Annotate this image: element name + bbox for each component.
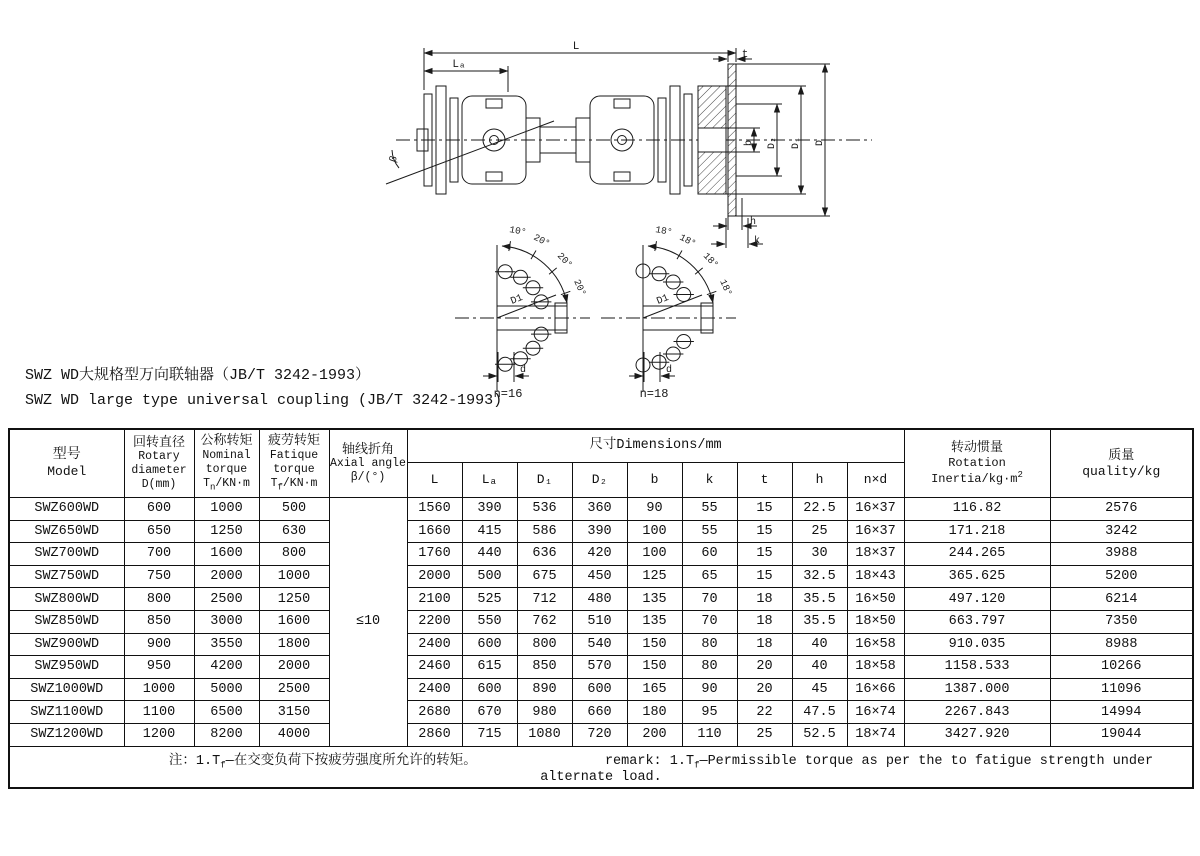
dimension-cell: 800 — [517, 633, 572, 656]
dimension-cell: 52.5 — [792, 723, 847, 746]
dimension-cell: 2200 — [407, 610, 462, 633]
dimension-cell: 720 — [572, 723, 627, 746]
dimension-cell: 18 — [737, 610, 792, 633]
dimension-cell: 125 — [627, 565, 682, 588]
nominal-header-unit: $T_n/KN\cdot m$ — [203, 477, 250, 493]
inertia-header-cn: 转动惯量 — [951, 439, 1004, 455]
dimension-cell: 500 — [462, 565, 517, 588]
dimension-cell: 95 — [682, 701, 737, 724]
model-cell: SWZ850WD — [9, 610, 124, 633]
fatigue-torque-cell: 2000 — [259, 656, 329, 679]
dim-label-h: h — [750, 217, 757, 228]
inertia-cell: 171.218 — [904, 520, 1050, 543]
dimension-cell: 415 — [462, 520, 517, 543]
dimension-cell: 25 — [792, 520, 847, 543]
dimension-cell: 510 — [572, 610, 627, 633]
hole-dia-label: d — [666, 365, 673, 376]
dimension-cell: 715 — [462, 723, 517, 746]
rotary-diameter-cell: 850 — [124, 610, 194, 633]
model-header-en: Model — [47, 464, 87, 480]
hole-count-label: n=18 — [639, 387, 669, 401]
nominal-torque-cell: 3000 — [194, 610, 259, 633]
dimension-cell: 135 — [627, 610, 682, 633]
dimension-cell: 90 — [627, 498, 682, 521]
rotary-diameter-cell: 950 — [124, 656, 194, 679]
inertia-cell: 910.035 — [904, 633, 1050, 656]
dimension-cell: 2400 — [407, 633, 462, 656]
dimension-cell: 32.5 — [792, 565, 847, 588]
dimension-cell: 110 — [682, 723, 737, 746]
note-cn: 注：$1.T_f—$在交变负荷下按疲劳强度所允许的转矩。 — [168, 753, 477, 771]
dim-label-k: k — [754, 236, 761, 247]
col-header-axial-angle — [329, 429, 407, 498]
dimension-cell: 2000 — [407, 565, 462, 588]
dimension-cell: 850 — [517, 656, 572, 679]
dimension-cell: 600 — [462, 678, 517, 701]
spec-table-head — [9, 429, 1193, 498]
fatigue-torque-cell: 1600 — [259, 610, 329, 633]
fatigue-torque-cell: 800 — [259, 543, 329, 566]
col-header-model — [9, 429, 124, 498]
model-cell: SWZ1000WD — [9, 678, 124, 701]
dim-label-t: t — [741, 49, 749, 61]
note-cell — [9, 746, 1193, 788]
bolt-circle-label: D1 — [655, 293, 671, 308]
mass-cell: 10266 — [1050, 656, 1193, 679]
dimension-cell: 390 — [572, 520, 627, 543]
fatigue-torque-cell: 2500 — [259, 678, 329, 701]
dimension-cell: 18×74 — [847, 723, 904, 746]
inertia-cell: 365.625 — [904, 565, 1050, 588]
model-cell: SWZ750WD — [9, 565, 124, 588]
nominal-header-cn: 公称转矩 — [200, 433, 253, 449]
angle-label: 10° — [508, 224, 528, 238]
fatigue-header-cn: 疲劳转矩 — [267, 433, 320, 449]
nominal-torque-cell: 1250 — [194, 520, 259, 543]
inertia-cell: 116.82 — [904, 498, 1050, 521]
nominal-torque-cell: 6500 — [194, 701, 259, 724]
dimension-cell: 420 — [572, 543, 627, 566]
mass-header-cn: 质量 — [1108, 447, 1135, 463]
mass-cell: 11096 — [1050, 678, 1193, 701]
dim-header-nxd: n×d — [847, 463, 904, 498]
dim-header-D1: D₁ — [517, 463, 572, 498]
dimension-cell: 150 — [627, 633, 682, 656]
dimension-cell: 2460 — [407, 656, 462, 679]
dimension-cell: 1660 — [407, 520, 462, 543]
dimension-cell: 440 — [462, 543, 517, 566]
model-cell: SWZ650WD — [9, 520, 124, 543]
dim-label-D1: D₁ — [791, 136, 802, 150]
col-header-inertia — [904, 429, 1050, 498]
dimension-cell: 40 — [792, 633, 847, 656]
dimension-cell: 16×37 — [847, 520, 904, 543]
dimension-cell: 15 — [737, 543, 792, 566]
angle-label: 18° — [654, 224, 674, 238]
rotary-header-en3: D(mm) — [141, 478, 177, 492]
angle-label: 18° — [717, 277, 735, 298]
dim-header-L: L — [407, 463, 462, 498]
dimension-cell: 20 — [737, 656, 792, 679]
dimension-cell: 70 — [682, 588, 737, 611]
inertia-cell: 1387.000 — [904, 678, 1050, 701]
nominal-torque-cell: 3550 — [194, 633, 259, 656]
dimension-cell: 2680 — [407, 701, 462, 724]
dimension-cell: 100 — [627, 543, 682, 566]
table-row — [9, 610, 1193, 633]
rotary-diameter-cell: 650 — [124, 520, 194, 543]
table-row — [9, 633, 1193, 656]
page-title-en: SWZ WD large type universal coupling (JB/T 3242-1993) — [25, 391, 503, 409]
nominal-torque-cell: 4200 — [194, 656, 259, 679]
mass-cell: 19044 — [1050, 723, 1193, 746]
nominal-torque-cell: 5000 — [194, 678, 259, 701]
rotary-diameter-cell: 1100 — [124, 701, 194, 724]
note-row — [9, 746, 1193, 788]
mass-cell: 3242 — [1050, 520, 1193, 543]
table-row — [9, 565, 1193, 588]
fatigue-torque-cell: 1800 — [259, 633, 329, 656]
dimension-cell: 360 — [572, 498, 627, 521]
dimension-cell: 65 — [682, 565, 737, 588]
dimension-cell: 980 — [517, 701, 572, 724]
table-row — [9, 498, 1193, 521]
nominal-header-en1: Nominal — [202, 449, 251, 463]
fatigue-torque-cell: 1250 — [259, 588, 329, 611]
title-block — [25, 364, 502, 414]
axial-header-unit: β/(°) — [350, 471, 386, 485]
hole-dia-label: d — [520, 365, 527, 376]
dimension-cell: 165 — [627, 678, 682, 701]
table-row — [9, 701, 1193, 724]
model-cell: SWZ800WD — [9, 588, 124, 611]
nominal-torque-cell: 2000 — [194, 565, 259, 588]
dim-label-D: D — [815, 139, 826, 147]
dim-header-t: t — [737, 463, 792, 498]
col-header-mass — [1050, 429, 1193, 498]
inertia-cell: 497.120 — [904, 588, 1050, 611]
col-header-fatigue-torque — [259, 429, 329, 498]
dimension-cell: 890 — [517, 678, 572, 701]
mass-cell: 3988 — [1050, 543, 1193, 566]
inertia-cell: 3427.920 — [904, 723, 1050, 746]
nominal-torque-cell: 2500 — [194, 588, 259, 611]
dim-label-beta: β — [388, 154, 401, 165]
dimension-cell: 135 — [627, 588, 682, 611]
dimension-cell: 100 — [627, 520, 682, 543]
hole-count-label: n=16 — [493, 387, 523, 401]
dimension-cell: 45 — [792, 678, 847, 701]
dimension-cell: 2860 — [407, 723, 462, 746]
dim-header-h: h — [792, 463, 847, 498]
mass-cell: 5200 — [1050, 565, 1193, 588]
nominal-torque-cell: 1000 — [194, 498, 259, 521]
dimension-cell: 540 — [572, 633, 627, 656]
angle-label: 18° — [677, 231, 698, 250]
model-cell: SWZ950WD — [9, 656, 124, 679]
dimension-cell: 586 — [517, 520, 572, 543]
dim-header-La: Lₐ — [462, 463, 517, 498]
dim-header-D2: D₂ — [572, 463, 627, 498]
dimension-cell: 20 — [737, 678, 792, 701]
spec-table — [8, 428, 1194, 789]
dim-header-b: b — [627, 463, 682, 498]
dimension-cell: 70 — [682, 610, 737, 633]
mass-cell: 6214 — [1050, 588, 1193, 611]
model-cell: SWZ700WD — [9, 543, 124, 566]
dimension-cell: 712 — [517, 588, 572, 611]
dimension-cell: 18×58 — [847, 656, 904, 679]
angle-label: 20° — [554, 250, 575, 271]
dimension-cell: 15 — [737, 565, 792, 588]
fatigue-torque-cell: 630 — [259, 520, 329, 543]
col-header-nominal-torque — [194, 429, 259, 498]
dimension-cell: 660 — [572, 701, 627, 724]
rotary-diameter-cell: 800 — [124, 588, 194, 611]
rotary-header-en1: Rotary — [138, 450, 180, 464]
dimension-cell: 80 — [682, 633, 737, 656]
dimension-cell: 670 — [462, 701, 517, 724]
col-header-dimensions: 尺寸Dimensions/mm — [407, 429, 904, 463]
angle-label: 20° — [531, 231, 552, 250]
dimension-cell: 450 — [572, 565, 627, 588]
model-cell: SWZ1200WD — [9, 723, 124, 746]
dimension-cell: 15 — [737, 498, 792, 521]
inertia-cell: 2267.843 — [904, 701, 1050, 724]
rotary-diameter-cell: 600 — [124, 498, 194, 521]
dimension-cell: 18×37 — [847, 543, 904, 566]
dimension-cell: 16×66 — [847, 678, 904, 701]
dim-header-k: k — [682, 463, 737, 498]
dimension-cell: 1560 — [407, 498, 462, 521]
dimension-cell: 525 — [462, 588, 517, 611]
fatigue-torque-cell: 500 — [259, 498, 329, 521]
dimension-cell: 550 — [462, 610, 517, 633]
dimension-cell: 15 — [737, 520, 792, 543]
dimension-cell: 480 — [572, 588, 627, 611]
model-cell: SWZ1100WD — [9, 701, 124, 724]
dimension-cell: 47.5 — [792, 701, 847, 724]
mass-cell: 7350 — [1050, 610, 1193, 633]
dimension-cell: 570 — [572, 656, 627, 679]
rotary-diameter-cell: 750 — [124, 565, 194, 588]
fatigue-header-unit: $T_f/KN\cdot m$ — [270, 477, 318, 493]
dimension-cell: 600 — [462, 633, 517, 656]
col-header-rotary-diameter — [124, 429, 194, 498]
nominal-torque-cell: 1600 — [194, 543, 259, 566]
mass-cell: 14994 — [1050, 701, 1193, 724]
dimension-cell: 180 — [627, 701, 682, 724]
dimension-cell: 675 — [517, 565, 572, 588]
dimension-cell: 18 — [737, 588, 792, 611]
note-en: remark: $1.T_f—Permissible$ torque as per the to fatigue strength under alternate load. — [540, 753, 1154, 786]
fatigue-header-en1: Fatique — [269, 449, 319, 463]
dimension-cell: 35.5 — [792, 610, 847, 633]
dimension-cell: 55 — [682, 498, 737, 521]
mass-cell: 2576 — [1050, 498, 1193, 521]
technical-drawing — [0, 0, 1200, 425]
dimension-cell: 55 — [682, 520, 737, 543]
fatigue-header-en2: torque — [273, 463, 315, 477]
dimension-cell: 536 — [517, 498, 572, 521]
bolt-circle-label: D1 — [509, 293, 525, 308]
rotary-diameter-cell: 1200 — [124, 723, 194, 746]
dimension-cell: 1080 — [517, 723, 572, 746]
model-header-cn: 型号 — [52, 447, 81, 464]
dimension-cell: 762 — [517, 610, 572, 633]
dimension-cell: 35.5 — [792, 588, 847, 611]
table-row — [9, 543, 1193, 566]
dimension-cell: 18×43 — [847, 565, 904, 588]
dimension-cell: 30 — [792, 543, 847, 566]
axial-header-en: Axial angle — [330, 457, 406, 471]
dimension-cell: 2400 — [407, 678, 462, 701]
dim-label-La: Lₐ — [452, 59, 466, 71]
table-row — [9, 520, 1193, 543]
dimension-cell: 2100 — [407, 588, 462, 611]
dimension-cell: 18 — [737, 633, 792, 656]
axial-angle-value-cell: ≤10 — [329, 498, 407, 747]
rotary-diameter-cell: 1000 — [124, 678, 194, 701]
dimension-cell: 150 — [627, 656, 682, 679]
nominal-header-en2: torque — [205, 463, 248, 477]
dimension-cell: 16×50 — [847, 588, 904, 611]
dimension-cell: 80 — [682, 656, 737, 679]
table-row — [9, 678, 1193, 701]
dimension-cell: 600 — [572, 678, 627, 701]
dimension-cell: 16×37 — [847, 498, 904, 521]
mass-cell: 8988 — [1050, 633, 1193, 656]
angle-label: 20° — [571, 277, 589, 298]
fatigue-torque-cell: 4000 — [259, 723, 329, 746]
dimension-cell: 22.5 — [792, 498, 847, 521]
table-row — [9, 588, 1193, 611]
dimension-cell: 22 — [737, 701, 792, 724]
rotary-diameter-cell: 900 — [124, 633, 194, 656]
dimension-cell: 636 — [517, 543, 572, 566]
dimension-cell: 90 — [682, 678, 737, 701]
dimension-cell: 16×58 — [847, 633, 904, 656]
page-title-cn: SWZ WD大规格型万向联轴器（JB/T 3242-1993） — [25, 367, 371, 384]
dim-label-b: b — [744, 139, 755, 147]
dimension-cell: 40 — [792, 656, 847, 679]
model-cell: SWZ900WD — [9, 633, 124, 656]
table-row — [9, 656, 1193, 679]
inertia-cell: 1158.533 — [904, 656, 1050, 679]
dimension-cell: 615 — [462, 656, 517, 679]
nominal-torque-cell: 8200 — [194, 723, 259, 746]
spec-table-body — [9, 498, 1193, 747]
dimension-cell: 25 — [737, 723, 792, 746]
dimension-cell: 16×74 — [847, 701, 904, 724]
dim-label-L: L — [572, 41, 580, 53]
inertia-cell: 663.797 — [904, 610, 1050, 633]
fatigue-torque-cell: 1000 — [259, 565, 329, 588]
rotary-header-cn: 回转直径 — [132, 434, 185, 450]
angle-label: 18° — [700, 250, 721, 271]
dimension-cell: 18×50 — [847, 610, 904, 633]
rotary-diameter-cell: 700 — [124, 543, 194, 566]
inertia-header-en: Rotation Inertia/$kg\cdot m^2$ — [931, 455, 1023, 487]
inertia-cell: 244.265 — [904, 543, 1050, 566]
rotary-header-en2: diameter — [131, 464, 187, 478]
mass-header-en: quality/kg — [1082, 463, 1161, 479]
table-row — [9, 723, 1193, 746]
dimension-cell: 60 — [682, 543, 737, 566]
dimension-cell: 1760 — [407, 543, 462, 566]
dim-label-D2: D₂ — [767, 136, 778, 150]
fatigue-torque-cell: 3150 — [259, 701, 329, 724]
dimension-cell: 200 — [627, 723, 682, 746]
axial-header-cn: 轴线折角 — [341, 441, 394, 457]
model-cell: SWZ600WD — [9, 498, 124, 521]
dimension-cell: 390 — [462, 498, 517, 521]
